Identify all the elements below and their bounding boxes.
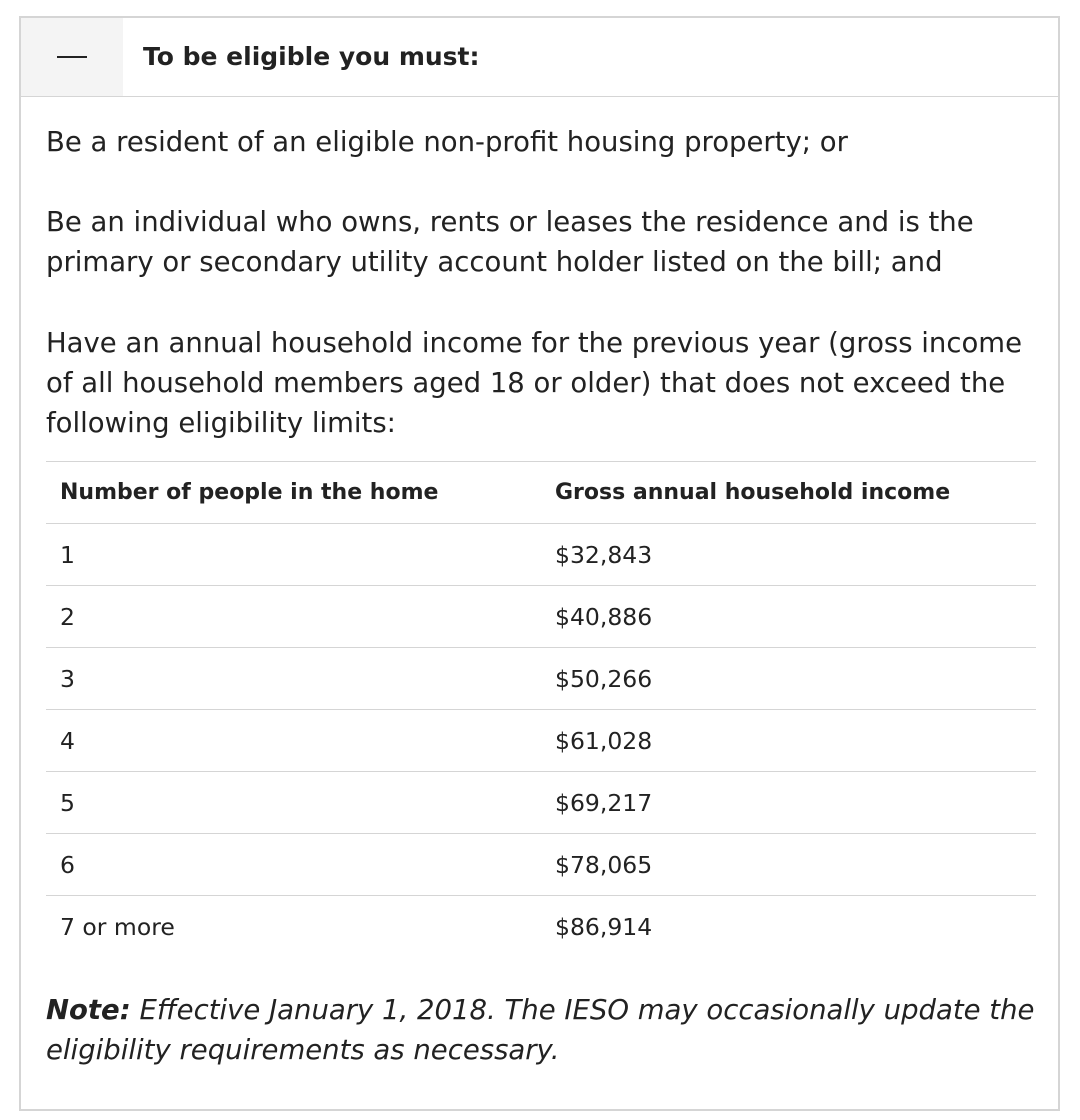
table-row (46, 647, 1036, 709)
eligibility-paragraph-account-holder: Be an individual who owns, rents or leases the residence and is the primary or secondary utility account holder listed on the bill; and (46, 206, 974, 278)
column-header-income: Gross annual household income (555, 480, 951, 505)
minus-icon (57, 56, 87, 58)
table-row (46, 771, 1036, 833)
accordion-title: To be eligible you must: (143, 42, 480, 71)
column-header-people: Number of people in the home (60, 480, 439, 505)
income-cell: $40,886 (555, 602, 653, 631)
income-limits-table (46, 461, 1036, 957)
people-cell: 2 (60, 602, 75, 631)
people-cell: 4 (60, 726, 75, 755)
accordion-header[interactable] (21, 18, 1058, 97)
income-cell: $50,266 (555, 664, 653, 693)
table-row (46, 895, 1036, 957)
eligibility-paragraph-resident: Be a resident of an eligible non-profit housing property; or (46, 126, 848, 158)
people-cell: 1 (60, 540, 75, 569)
note-text: Effective January 1, 2018. The IESO may occasionally update the eligibility requirements as necessary. (46, 994, 1035, 1066)
people-cell: 3 (60, 664, 75, 693)
table-row (46, 585, 1036, 647)
eligibility-paragraph-income: Have an annual household income for the previous year (gross income of all household members aged 18 or older) that does not exceed the following eligibility limits: (46, 327, 1023, 439)
people-cell: 6 (60, 850, 75, 879)
table-header-row (46, 461, 1036, 523)
collapse-toggle-button[interactable] (21, 18, 123, 96)
income-cell: $78,065 (555, 850, 653, 879)
income-cell: $32,843 (555, 540, 653, 569)
eligibility-accordion (19, 16, 1060, 1111)
people-cell: 5 (60, 788, 75, 817)
eligibility-note (46, 990, 1046, 1070)
income-cell: $61,028 (555, 726, 653, 755)
table-row (46, 709, 1036, 771)
people-cell: 7 or more (60, 912, 175, 941)
table-row (46, 833, 1036, 895)
table-row (46, 523, 1036, 585)
income-cell: $69,217 (555, 788, 653, 817)
income-cell: $86,914 (555, 912, 653, 941)
note-label: Note: (46, 994, 131, 1026)
